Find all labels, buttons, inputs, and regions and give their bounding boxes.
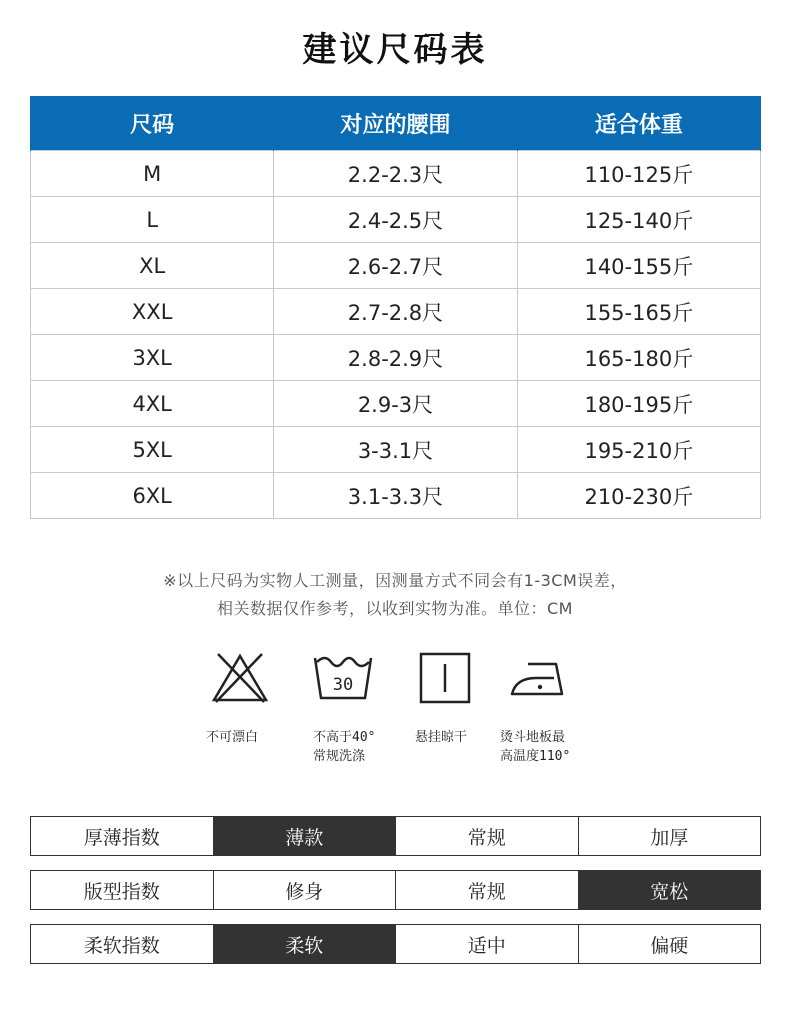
measurement-note-line1: ※以上尺码为实物人工测量，因测量方式不同会有1-3CM误差， <box>163 571 627 590</box>
waist-cell: 2.2-2.3尺 <box>274 151 517 197</box>
table-row <box>31 197 761 243</box>
size-cell: M <box>31 151 274 197</box>
waist-cell: 2.6-2.7尺 <box>274 243 517 289</box>
waist-cell: 2.7-2.8尺 <box>274 289 517 335</box>
thickness-option-regular: 常规 <box>395 817 578 855</box>
fit-option-loose: 宽松 <box>578 871 761 909</box>
thickness-index-label: 厚薄指数 <box>83 826 160 849</box>
softness-option-stiff: 偏硬 <box>578 925 761 963</box>
line-dry-icon <box>417 650 473 706</box>
table-row <box>31 289 761 335</box>
column-header-size: 尺码 <box>31 96 274 151</box>
waist-cell: 2.4-2.5尺 <box>274 197 517 243</box>
weight-cell: 110-125斤 <box>517 151 760 197</box>
page-title: 建议尺码表 <box>302 30 488 70</box>
size-cell: 6XL <box>31 473 274 519</box>
care-label: 悬挂晾干 <box>415 730 468 745</box>
care-item-iron <box>500 650 610 766</box>
weight-cell: 140-155斤 <box>517 243 760 289</box>
table-row <box>31 335 761 381</box>
care-label: 不高于40° <box>313 730 376 745</box>
softness-option-soft: 柔软 <box>213 925 396 963</box>
fit-index-label: 版型指数 <box>83 880 160 903</box>
care-label: 高温度110° <box>500 749 571 764</box>
weight-cell: 155-165斤 <box>517 289 760 335</box>
table-row <box>31 381 761 427</box>
care-label: 烫斗地板最 <box>500 730 566 745</box>
fit-index-bar <box>30 870 761 910</box>
waist-cell: 2.8-2.9尺 <box>274 335 517 381</box>
table-row <box>31 427 761 473</box>
waist-cell: 3-3.1尺 <box>274 427 517 473</box>
care-item-wash <box>313 650 423 766</box>
table-row <box>31 151 761 197</box>
size-chart-table <box>30 96 761 519</box>
care-item-no-bleach <box>206 650 316 747</box>
wash-temperature-text: 30 <box>332 675 354 695</box>
fit-option-regular: 常规 <box>395 871 578 909</box>
care-label: 不可漂白 <box>206 730 259 745</box>
weight-cell: 195-210斤 <box>517 427 760 473</box>
size-cell: 3XL <box>31 335 274 381</box>
thickness-index-bar <box>30 816 761 856</box>
weight-cell: 210-230斤 <box>517 473 760 519</box>
waist-cell: 3.1-3.3尺 <box>274 473 517 519</box>
softness-index-label: 柔软指数 <box>83 934 160 957</box>
measurement-note-line2: 相关数据仅作参考，以收到实物为准。单位：CM <box>217 599 573 618</box>
weight-cell: 125-140斤 <box>517 197 760 243</box>
iron-low-icon <box>506 650 570 706</box>
table-row <box>31 473 761 519</box>
care-label: 常规洗涤 <box>313 749 366 764</box>
waist-cell: 2.9-3尺 <box>274 381 517 427</box>
table-row <box>31 243 761 289</box>
wash-30-icon <box>313 650 373 706</box>
size-cell: 5XL <box>31 427 274 473</box>
column-header-weight: 适合体重 <box>517 96 760 151</box>
size-cell: L <box>31 197 274 243</box>
thickness-option-thick: 加厚 <box>578 817 761 855</box>
no-bleach-icon <box>210 650 270 706</box>
fit-option-slim: 修身 <box>213 871 396 909</box>
weight-cell: 180-195斤 <box>517 381 760 427</box>
column-header-waist: 对应的腰围 <box>274 96 517 151</box>
size-cell: XL <box>31 243 274 289</box>
softness-option-medium: 适中 <box>395 925 578 963</box>
weight-cell: 165-180斤 <box>517 335 760 381</box>
size-cell: XXL <box>31 289 274 335</box>
thickness-option-thin: 薄款 <box>213 817 396 855</box>
table-header-row <box>31 96 761 151</box>
size-cell: 4XL <box>31 381 274 427</box>
softness-index-bar <box>30 924 761 964</box>
